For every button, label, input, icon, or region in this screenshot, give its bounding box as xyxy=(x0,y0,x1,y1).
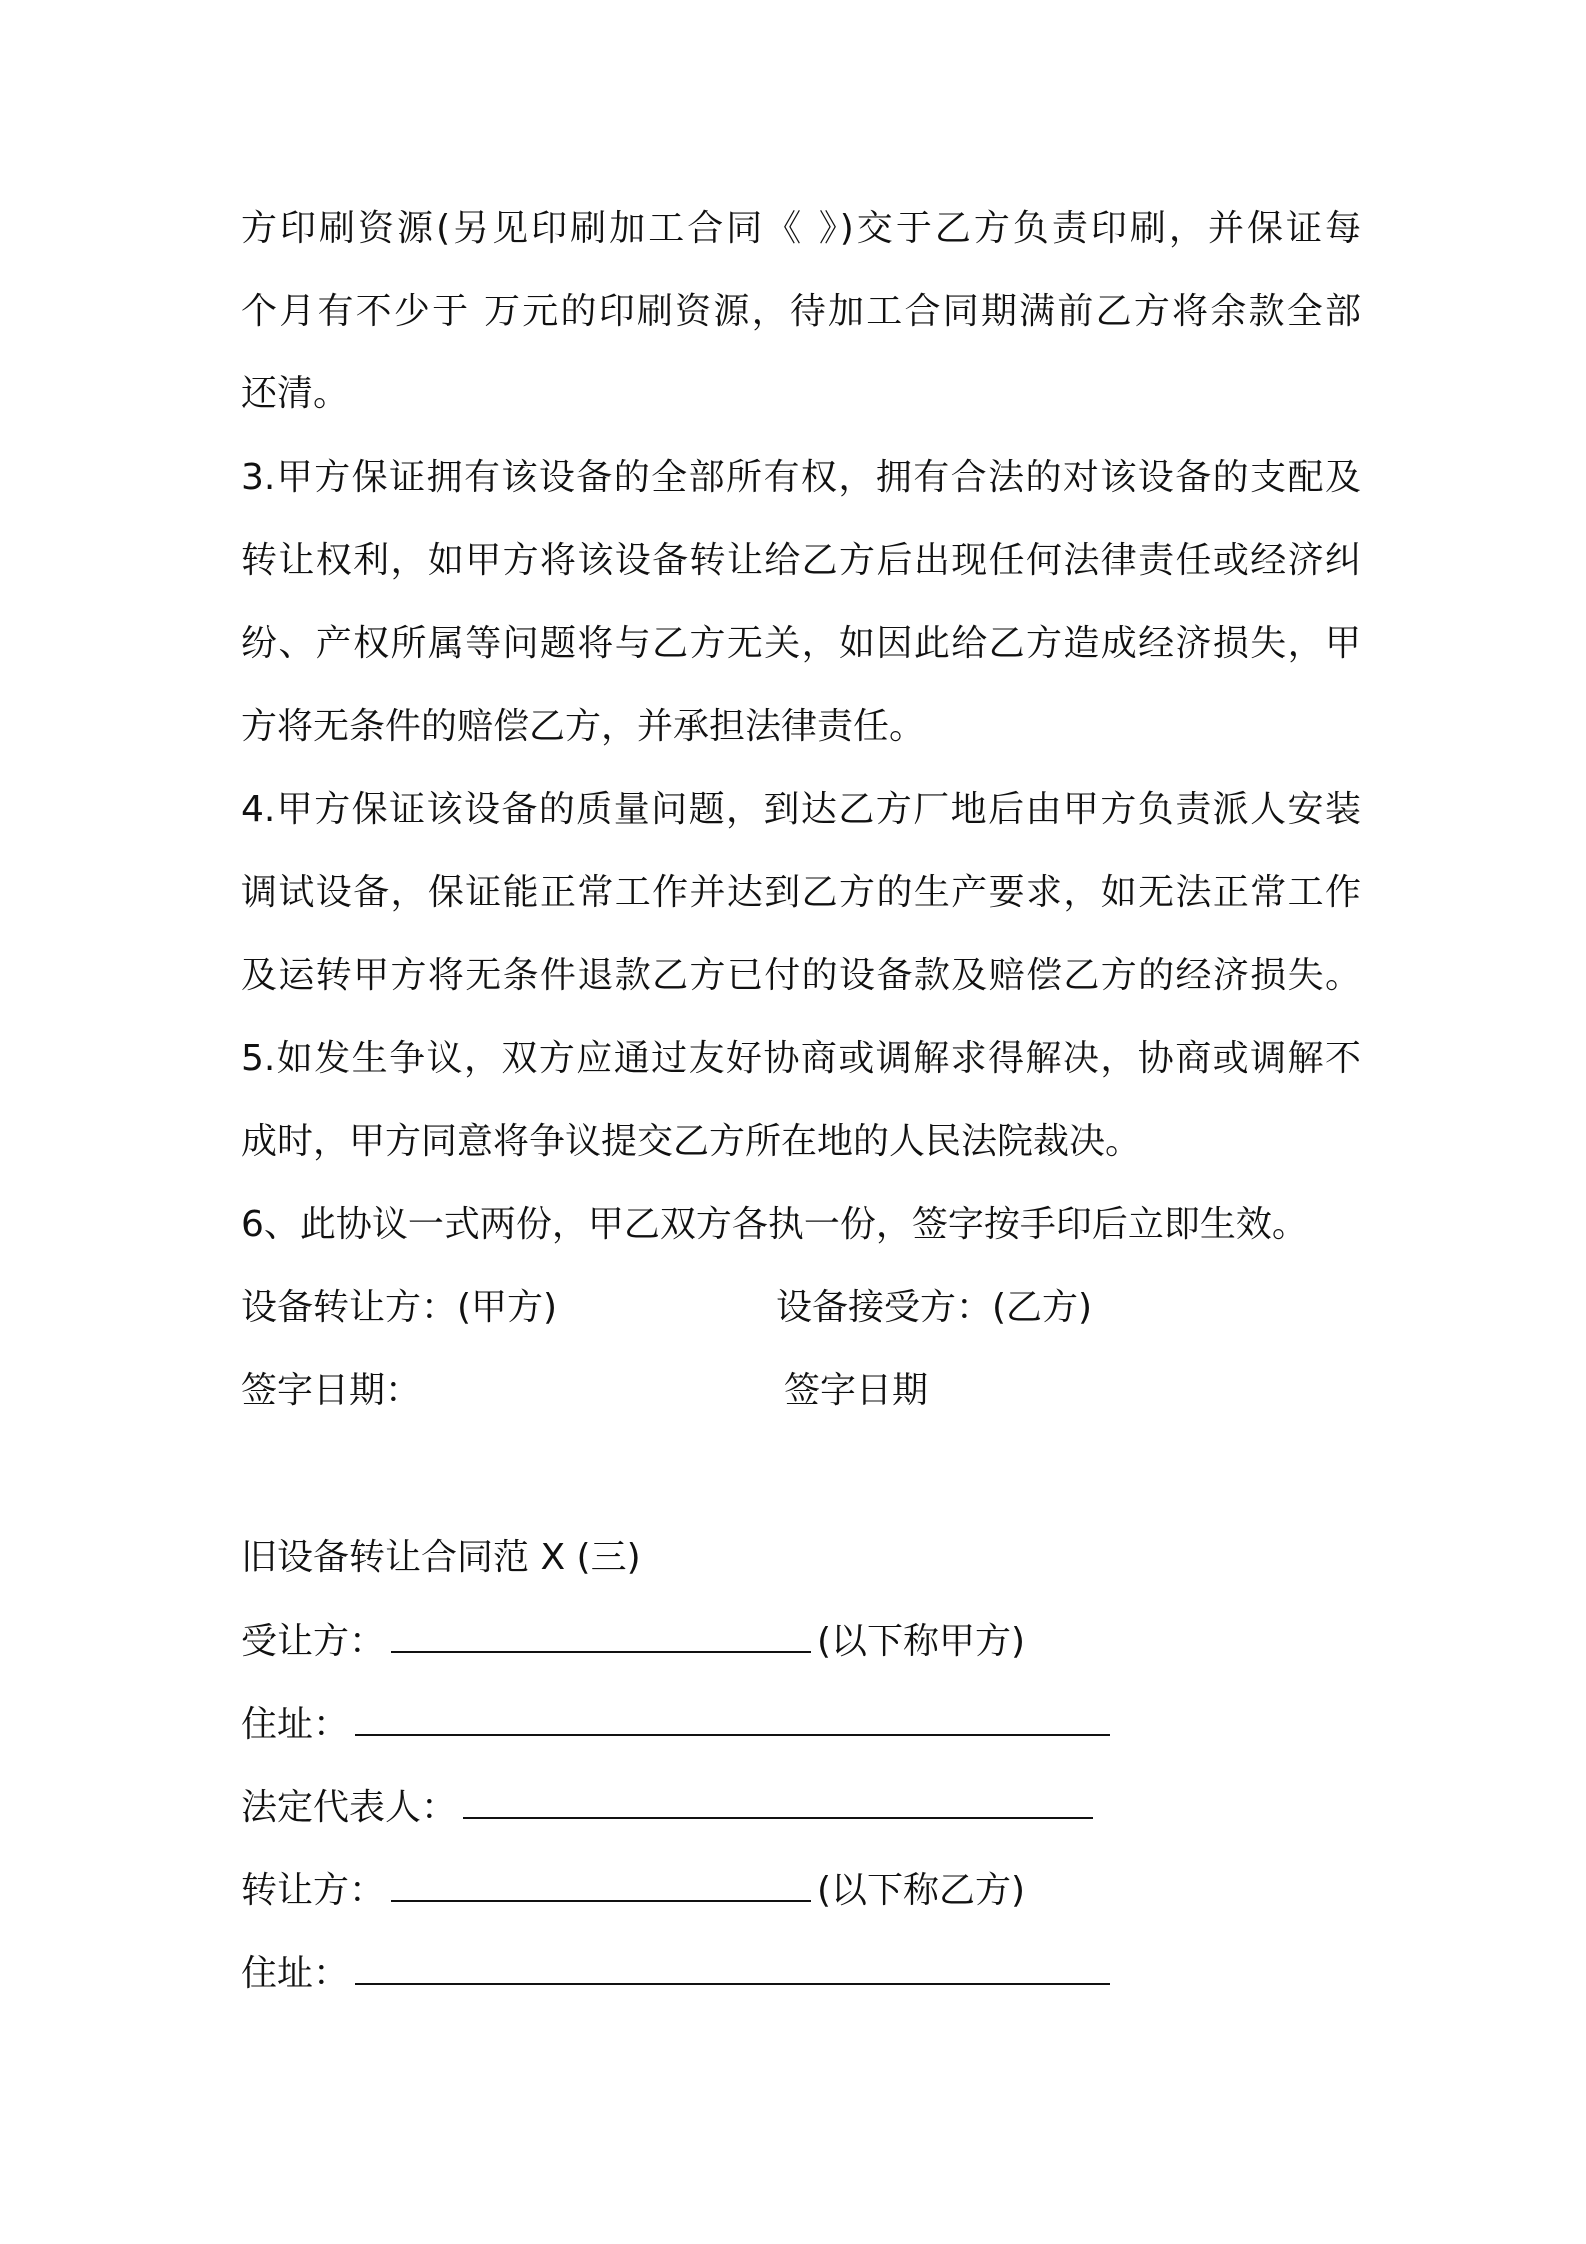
blank-line xyxy=(391,1617,811,1653)
field-label: 住址： xyxy=(241,1704,350,1745)
text-line: 还清。 xyxy=(241,373,350,414)
field-assignee xyxy=(241,1617,1025,1665)
blank-line xyxy=(355,1949,1110,1985)
text-line: 方印刷资源(另见印刷加工合同《 》)交于乙方负责印刷，并保证每 xyxy=(241,208,1361,249)
transferor-label: 设备转让方：(甲方) xyxy=(241,1287,558,1328)
field-address-2 xyxy=(241,1949,1116,1997)
sign-date-left: 签字日期： xyxy=(241,1370,422,1411)
clause-3-line: 纷、产权所属等问题将与乙方无关，如因此给乙方造成经济损失，甲 xyxy=(241,623,1361,664)
text-line: 个月有不少于 万元的印刷资源，待加工合同期满前乙方将余款全部 xyxy=(241,291,1361,332)
field-suffix: (以下称甲方) xyxy=(817,1621,1026,1662)
clause-4-line: 及运转甲方将无条件退款乙方已付的设备款及赔偿乙方的经济损失。 xyxy=(241,955,1361,996)
transferee-label: 设备接受方：(乙方) xyxy=(776,1287,1093,1328)
blank-line xyxy=(463,1783,1093,1819)
field-address-1 xyxy=(241,1700,1116,1748)
clause-5-line: 成时，甲方同意将争议提交乙方所在地的人民法院裁决。 xyxy=(241,1121,1142,1162)
blank-line xyxy=(355,1700,1110,1736)
clause-4-line: 4.甲方保证该设备的质量问题，到达乙方厂地后由甲方负责派人安装 xyxy=(241,789,1361,830)
clause-6-line: 6、此协议一式两份，甲乙双方各执一份，签字按手印后立即生效。 xyxy=(241,1204,1308,1245)
clause-4-line: 调试设备，保证能正常工作并达到乙方的生产要求，如无法正常工作 xyxy=(241,872,1361,913)
clause-3-line: 转让权利，如甲方将该设备转让给乙方后出现任何法律责任或经济纠 xyxy=(241,540,1361,581)
field-legal-rep xyxy=(241,1783,1099,1831)
field-label: 转让方： xyxy=(241,1870,386,1911)
clause-3-line: 方将无条件的赔偿乙方，并承担法律责任。 xyxy=(241,706,926,747)
field-label: 法定代表人： xyxy=(241,1787,458,1828)
field-suffix: (以下称乙方) xyxy=(817,1870,1026,1911)
field-label: 住址： xyxy=(241,1953,350,1994)
field-assignor xyxy=(241,1866,1025,1914)
clause-5-line: 5.如发生争议，双方应通过友好协商或调解求得解决，协商或调解不 xyxy=(241,1038,1361,1079)
clause-3-line: 3.甲方保证拥有该设备的全部所有权，拥有合法的对该设备的支配及 xyxy=(241,457,1361,498)
sign-date-right: 签字日期 xyxy=(784,1370,929,1411)
field-label: 受让方： xyxy=(241,1621,386,1662)
contract-title: 旧设备转让合同范 X (三) xyxy=(241,1537,641,1578)
blank-line xyxy=(391,1866,811,1902)
